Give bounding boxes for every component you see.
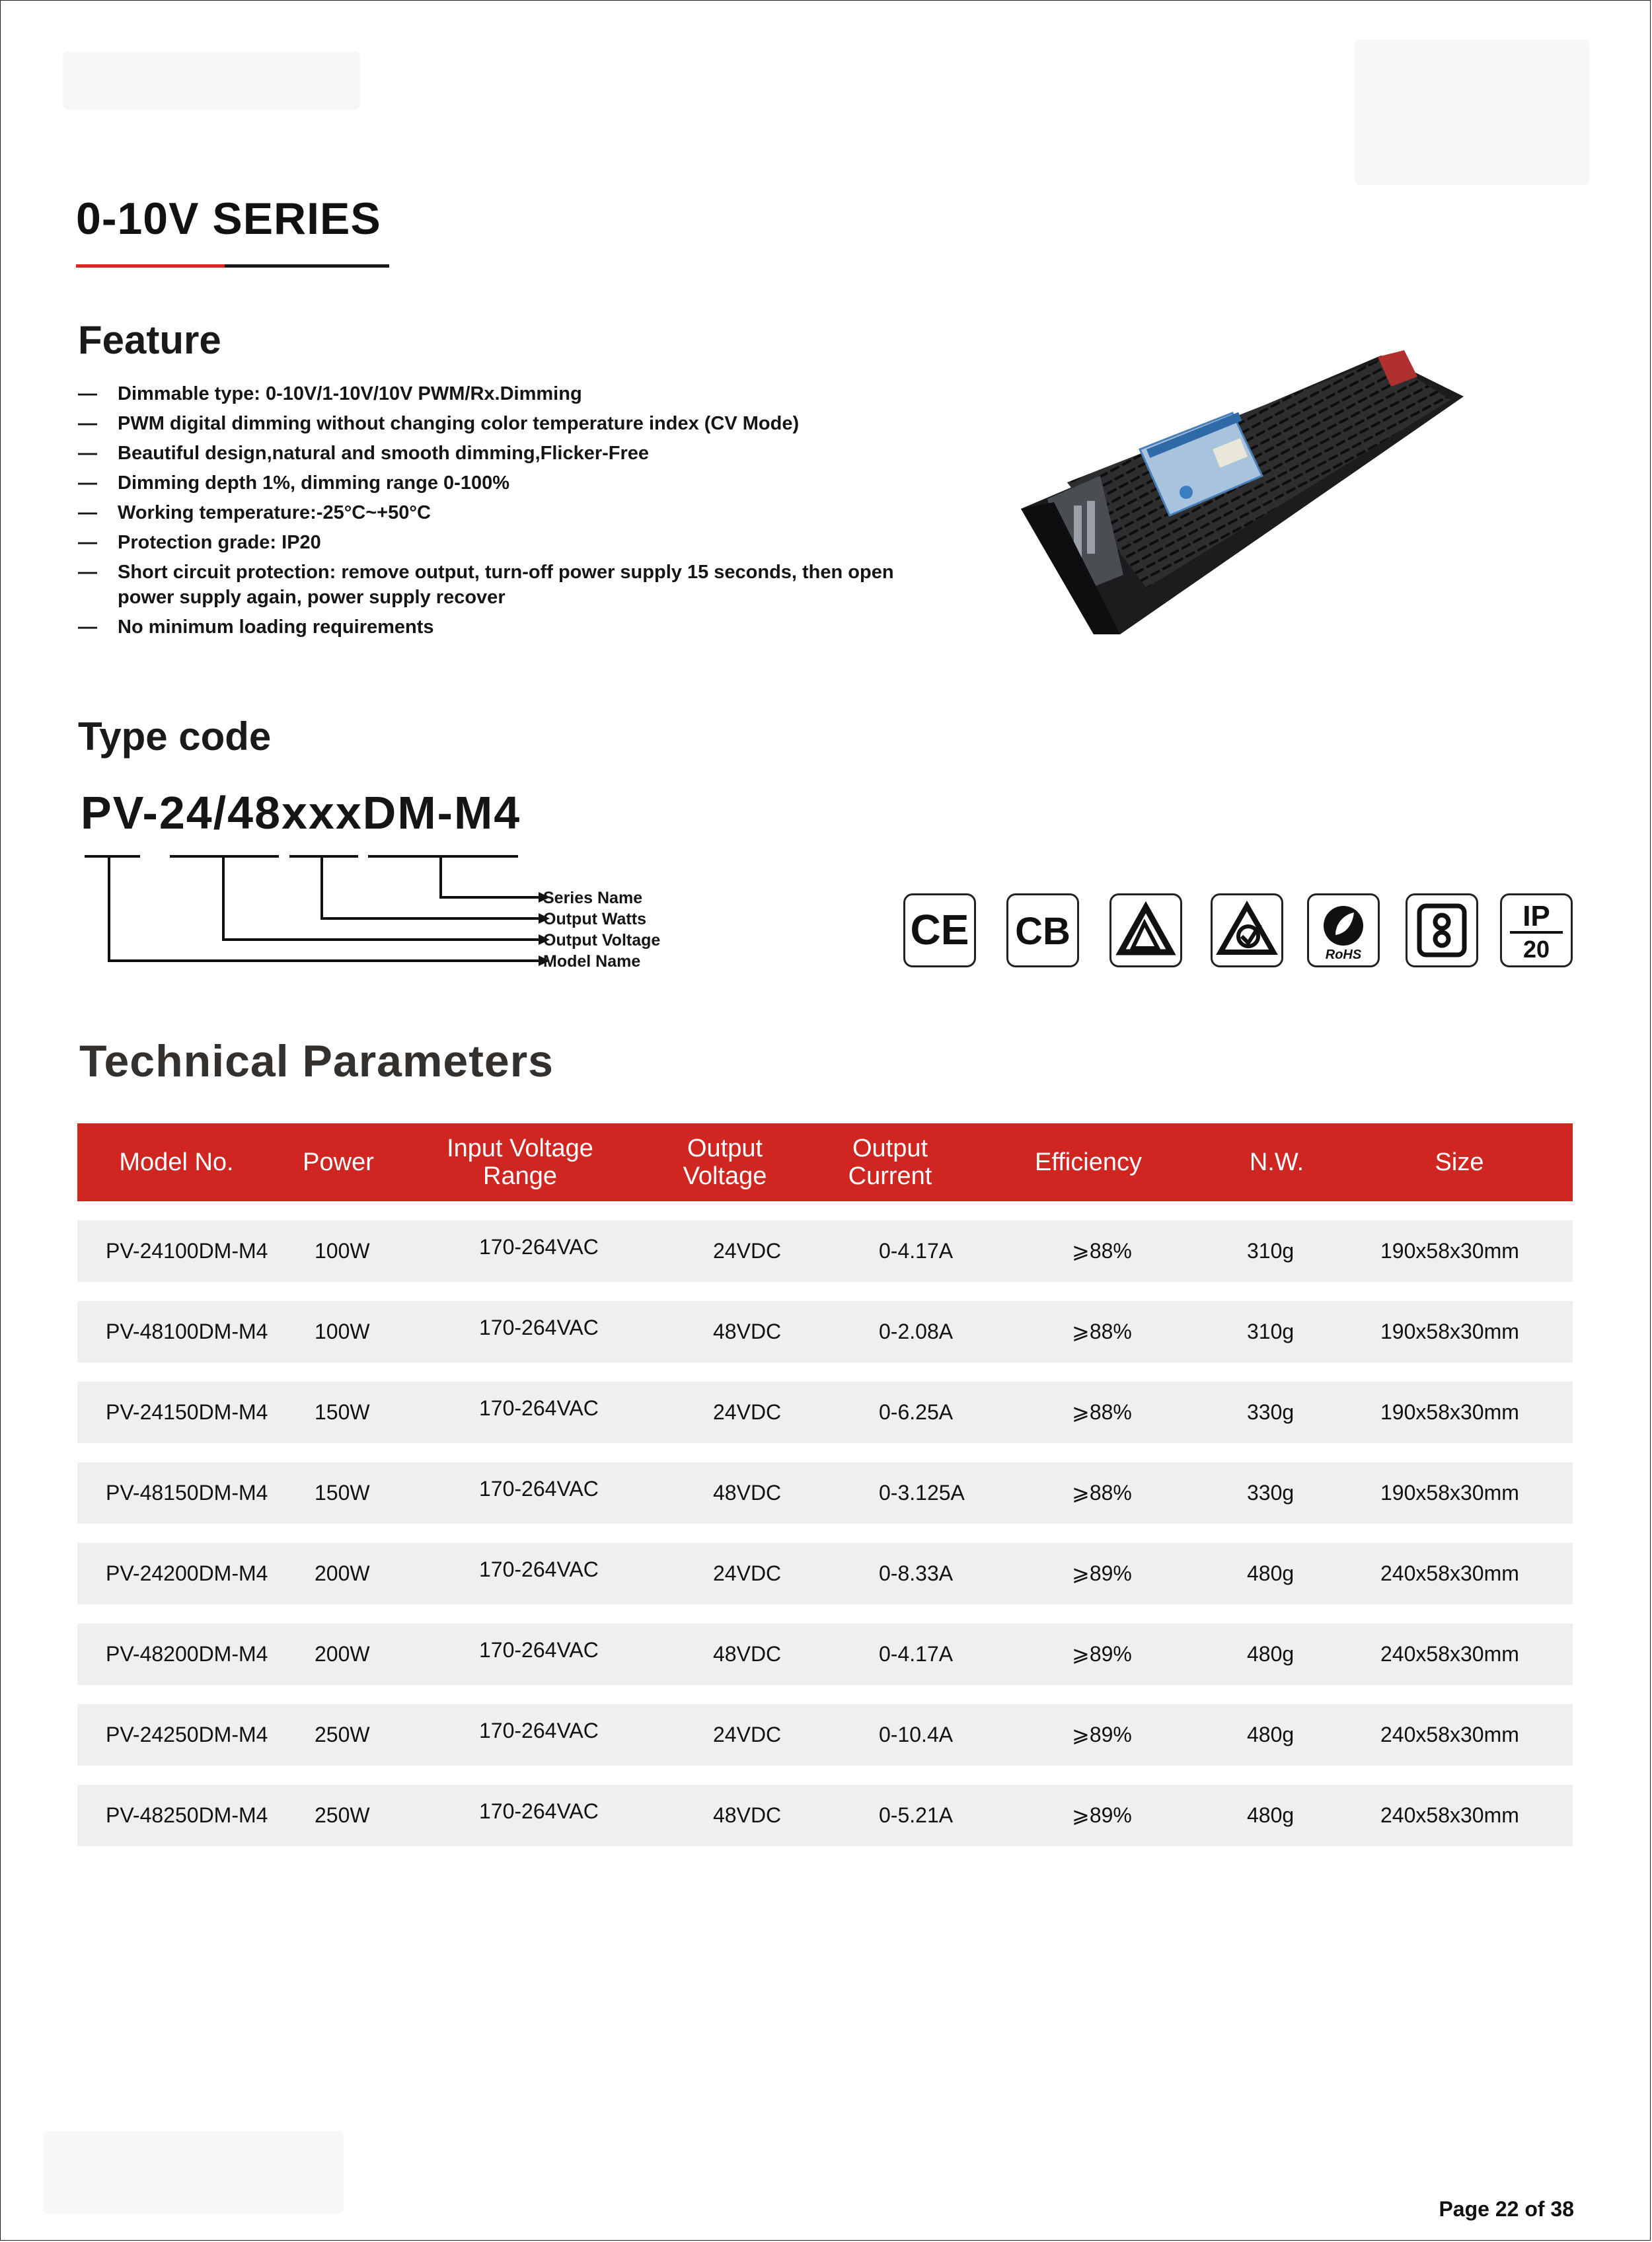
column-header-label: Range <box>483 1162 557 1190</box>
feature-item <box>78 381 937 406</box>
feature-dash: — <box>78 472 97 494</box>
table-cell: 170-264VAC <box>479 1638 599 1662</box>
table-cell: 190x58x30mm <box>1380 1481 1519 1505</box>
table-cell: PV-24200DM-M4 <box>106 1561 268 1585</box>
column-header-label: Efficiency <box>1035 1148 1142 1176</box>
table-cell: 170-264VAC <box>479 1799 599 1823</box>
table-cell: 200W <box>315 1642 370 1666</box>
table-cell: PV-48100DM-M4 <box>106 1320 268 1343</box>
table-cell: PV-24150DM-M4 <box>106 1400 268 1424</box>
column-header <box>639 1123 811 1201</box>
table-cell: 480g <box>1247 1723 1295 1746</box>
ce-mark-text: CE <box>910 906 969 953</box>
table-cell: 24VDC <box>713 1561 782 1585</box>
feature-text: Dimmable type: 0-10V/1-10V/10V PWM/Rx.Dimming <box>118 383 582 404</box>
table-cell: 0-5.21A <box>879 1803 954 1827</box>
feature-item <box>78 560 937 610</box>
table-cell: PV-48200DM-M4 <box>106 1642 268 1666</box>
table-row <box>77 1785 1573 1846</box>
table-row <box>77 1382 1573 1443</box>
table-cell: 150W <box>315 1481 370 1505</box>
table-cell: 170-264VAC <box>479 1316 599 1339</box>
column-header-label: Input Voltage <box>447 1135 593 1162</box>
table-row <box>77 1301 1573 1363</box>
table-cell: ⩾89% <box>1072 1561 1132 1585</box>
feature-list <box>78 381 937 644</box>
table-cell: 480g <box>1247 1642 1295 1666</box>
table-cell: 330g <box>1247 1481 1295 1505</box>
table-cell: 100W <box>315 1320 370 1343</box>
header-logo-placeholder <box>63 52 360 110</box>
series-underline <box>76 264 389 268</box>
table-cell: 150W <box>315 1400 370 1424</box>
column-header-label: Current <box>848 1162 932 1190</box>
table-cell: 170-264VAC <box>479 1557 599 1581</box>
rcm-mark-icon <box>1211 893 1283 967</box>
triangle-mark-icon <box>1109 893 1182 967</box>
feature-item <box>78 500 937 525</box>
table-cell: 170-264VAC <box>479 1719 599 1742</box>
cb-mark-text: CB <box>1015 910 1070 953</box>
table-cell: ⩾88% <box>1072 1481 1132 1505</box>
table-cell: 480g <box>1247 1803 1295 1827</box>
table-cell: 48VDC <box>713 1320 782 1343</box>
table-row <box>77 1624 1573 1685</box>
table-cell: 330g <box>1247 1400 1295 1424</box>
table-cell: 0-4.17A <box>879 1239 954 1263</box>
column-header-label: Output <box>687 1135 763 1162</box>
feature-text: No minimum loading requirements <box>118 617 434 638</box>
double-insulation-icon <box>1406 893 1478 967</box>
table-row <box>77 1462 1573 1524</box>
column-header <box>969 1123 1207 1201</box>
table-row <box>77 1704 1573 1766</box>
table-cell: 170-264VAC <box>479 1235 599 1259</box>
code-label-output-voltage: Output Voltage <box>543 931 661 950</box>
table-cell: 480g <box>1247 1561 1295 1585</box>
table-cell: 48VDC <box>713 1642 782 1666</box>
type-code-value: PV-24/48xxxDM-M4 <box>81 787 521 839</box>
feature-dash: — <box>78 502 97 523</box>
footer-logo-placeholder <box>43 2131 344 2214</box>
column-header <box>401 1123 639 1201</box>
table-cell: ⩾88% <box>1072 1239 1132 1263</box>
table-cell: 170-264VAC <box>479 1396 599 1420</box>
code-label-series-name: Series Name <box>543 889 643 907</box>
table-cell: ⩾89% <box>1072 1642 1132 1666</box>
table-row <box>77 1220 1573 1282</box>
table-cell: 240x58x30mm <box>1380 1561 1519 1585</box>
table-cell: 240x58x30mm <box>1380 1723 1519 1746</box>
table-row <box>77 1543 1573 1604</box>
feature-dash: — <box>78 562 97 583</box>
table-cell: 200W <box>315 1561 370 1585</box>
table-cell: ⩾89% <box>1072 1803 1132 1827</box>
code-label-output-watts: Output Watts <box>543 910 646 928</box>
table-cell: 24VDC <box>713 1400 782 1424</box>
series-underline-accent <box>76 264 225 268</box>
table-cell: 190x58x30mm <box>1380 1239 1519 1263</box>
ip20-mark-icon <box>1500 893 1573 967</box>
table-cell: ⩾88% <box>1072 1400 1132 1424</box>
table-cell: PV-24100DM-M4 <box>106 1239 268 1263</box>
feature-dash: — <box>78 413 97 434</box>
table-cell: PV-48150DM-M4 <box>106 1481 268 1505</box>
column-header-label: Size <box>1435 1148 1484 1176</box>
table-cell: ⩾89% <box>1072 1723 1132 1746</box>
series-title: 0-10V SERIES <box>76 194 381 244</box>
ce-mark-icon <box>903 893 976 967</box>
page-number: Page 22 of 38 <box>1439 2197 1574 2221</box>
feature-item <box>78 441 937 466</box>
table-cell: ⩾88% <box>1072 1320 1132 1343</box>
column-header-label: Power <box>303 1148 374 1176</box>
table-cell: 310g <box>1247 1239 1295 1263</box>
table-cell: PV-48250DM-M4 <box>106 1803 268 1827</box>
feature-dash: — <box>78 383 97 404</box>
column-header <box>811 1123 969 1201</box>
table-cell: 250W <box>315 1803 370 1827</box>
table-cell: 170-264VAC <box>479 1477 599 1501</box>
header-image-placeholder <box>1355 40 1589 185</box>
table-cell: 24VDC <box>713 1239 782 1263</box>
table-cell: 0-2.08A <box>879 1320 954 1343</box>
table-cell: 190x58x30mm <box>1380 1320 1519 1343</box>
table-cell: 0-10.4A <box>879 1723 954 1746</box>
rohs-mark-icon <box>1307 893 1380 967</box>
table-cell: 0-3.125A <box>879 1481 965 1505</box>
feature-text: Protection grade: IP20 <box>118 532 321 553</box>
table-cell: 0-8.33A <box>879 1561 954 1585</box>
feature-item <box>78 470 937 496</box>
table-cell: 190x58x30mm <box>1380 1400 1519 1424</box>
column-header-label: Output <box>852 1135 928 1162</box>
table-cell: 250W <box>315 1723 370 1746</box>
feature-item <box>78 411 937 436</box>
feature-text: Beautiful design,natural and smooth dimming,Flicker-Free <box>118 443 650 464</box>
feature-text: Dimming depth 1%, dimming range 0-100% <box>118 472 509 494</box>
table-cell: 0-4.17A <box>879 1642 954 1666</box>
column-header <box>1207 1123 1346 1201</box>
column-header-label: N.W. <box>1249 1148 1304 1176</box>
code-label-model-name: Model Name <box>543 952 641 971</box>
feature-item <box>78 615 937 640</box>
feature-text: Short circuit protection: remove output, turn-off power supply 15 seconds, then open power supply again, power supply recover <box>118 562 894 608</box>
table-cell: 100W <box>315 1239 370 1263</box>
cb-mark-icon <box>1006 893 1079 967</box>
table-cell: 48VDC <box>713 1803 782 1827</box>
ip-mark-text: IP <box>1522 900 1550 932</box>
column-header <box>77 1123 276 1201</box>
spec-table-header <box>77 1123 1573 1201</box>
table-cell: 24VDC <box>713 1723 782 1746</box>
table-cell: 0-6.25A <box>879 1400 954 1424</box>
column-header-label: Voltage <box>683 1162 767 1190</box>
table-cell: 240x58x30mm <box>1380 1642 1519 1666</box>
table-cell: PV-24250DM-M4 <box>106 1723 268 1746</box>
feature-dash: — <box>78 617 97 638</box>
column-header <box>276 1123 401 1201</box>
technical-parameters-heading: Technical Parameters <box>79 1036 554 1086</box>
table-cell: 48VDC <box>713 1481 782 1505</box>
feature-item <box>78 530 937 555</box>
table-cell: 310g <box>1247 1320 1295 1343</box>
power-supply-product-image <box>1014 350 1470 641</box>
feature-dash: — <box>78 532 97 553</box>
feature-dash: — <box>78 443 97 464</box>
type-code-heading: Type code <box>78 714 272 759</box>
feature-heading: Feature <box>78 318 221 362</box>
rohs-mark-text: RoHS <box>1325 948 1362 962</box>
column-header <box>1346 1123 1573 1201</box>
feature-text: PWM digital dimming without changing color temperature index (CV Mode) <box>118 413 800 434</box>
feature-text: Working temperature:-25°C~+50°C <box>118 502 431 523</box>
column-header-label: Model No. <box>119 1148 234 1176</box>
ip-rating-text: 20 <box>1522 936 1550 963</box>
table-cell: 240x58x30mm <box>1380 1803 1519 1827</box>
